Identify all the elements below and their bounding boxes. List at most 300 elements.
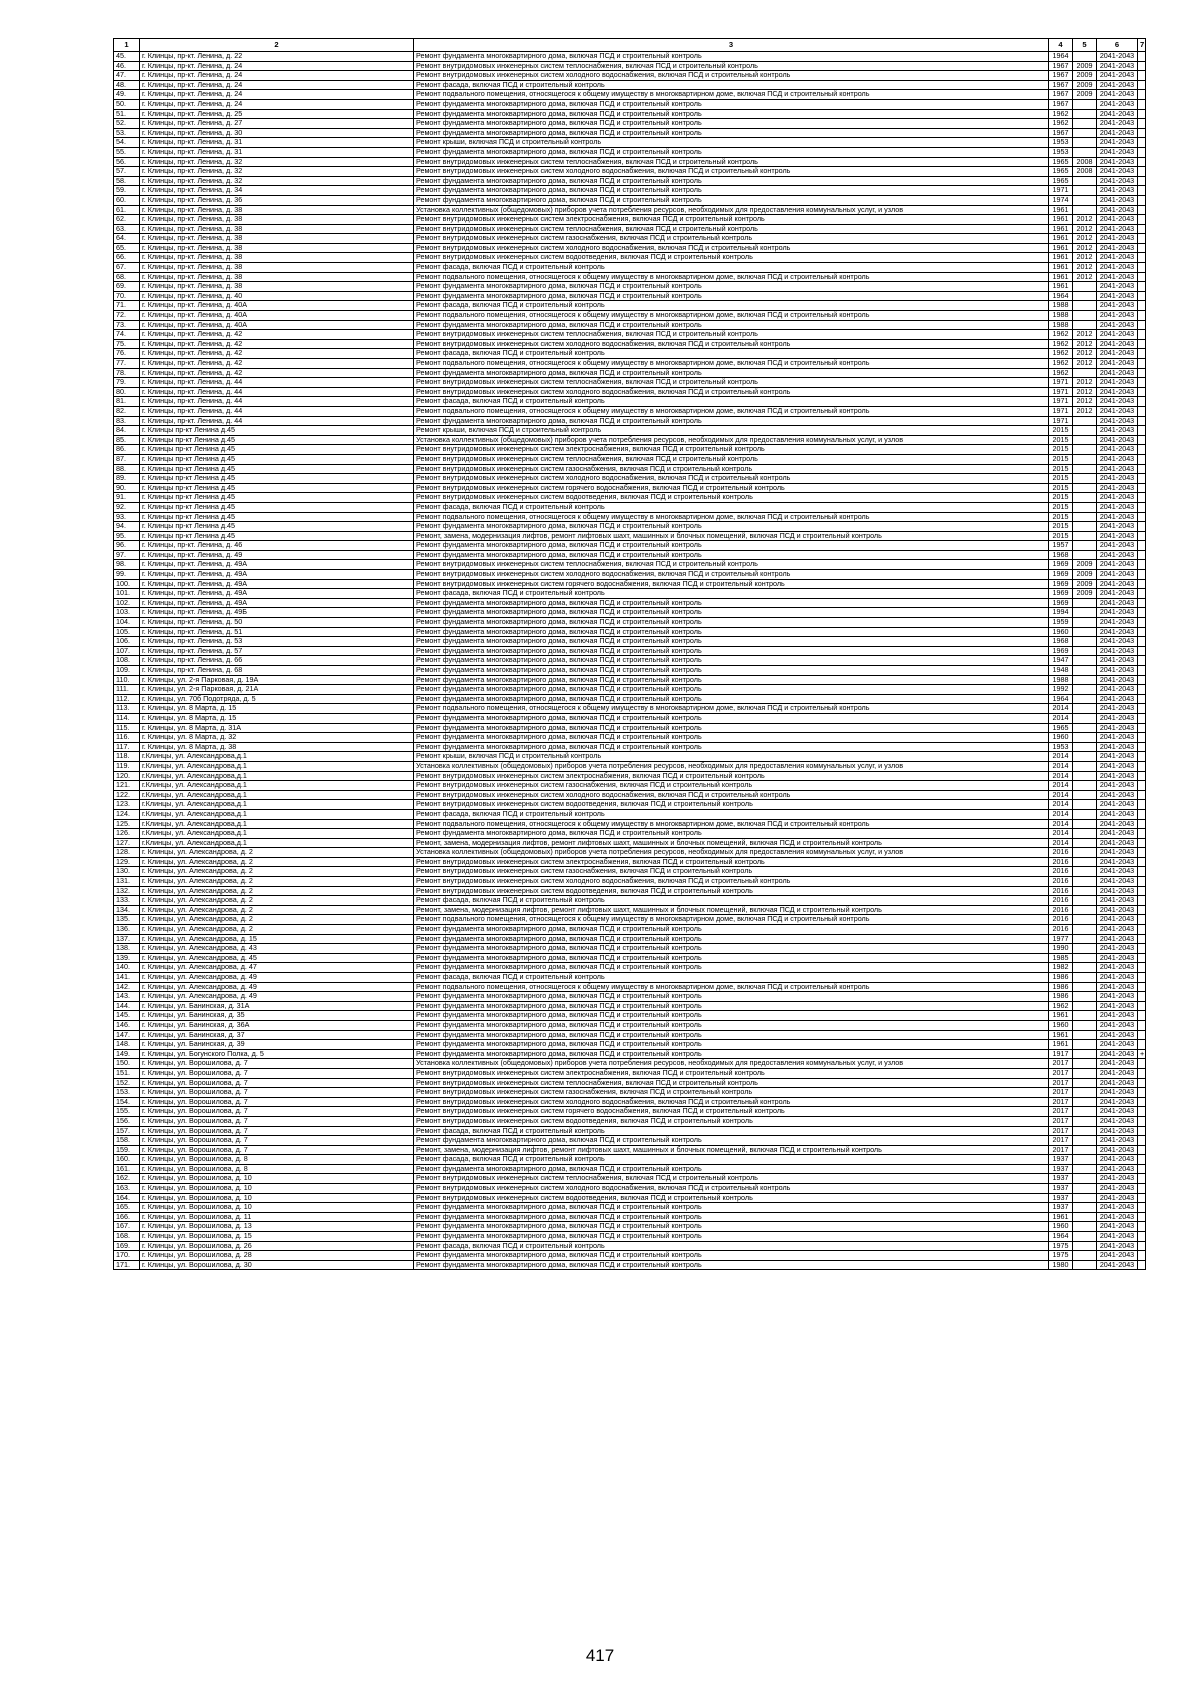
row-build-year: 2016 <box>1049 915 1073 925</box>
row-build-year: 1947 <box>1049 656 1073 666</box>
row-address: г. Клинцы, пр-кт. Ленина, д. 51 <box>140 627 414 637</box>
row-last-repair-year: 2009 <box>1073 570 1097 580</box>
row-mark <box>1138 224 1146 234</box>
row-number: 145. <box>114 1011 140 1021</box>
row-number: 79. <box>114 378 140 388</box>
row-build-year: 2014 <box>1049 819 1073 829</box>
table-row <box>114 944 1146 954</box>
row-number: 146. <box>114 1020 140 1030</box>
row-address: г. Клинцы, пр-кт. Ленина, д. 42 <box>140 330 414 340</box>
row-number: 133. <box>114 896 140 906</box>
row-address: г. Клинцы, пр-кт. Ленина, д. 53 <box>140 637 414 647</box>
table-row <box>114 809 1146 819</box>
row-last-repair-year: 2012 <box>1073 330 1097 340</box>
row-last-repair-year <box>1073 1126 1097 1136</box>
row-number: 93. <box>114 512 140 522</box>
row-last-repair-year <box>1073 454 1097 464</box>
row-last-repair-year <box>1073 1251 1097 1261</box>
row-build-year: 2014 <box>1049 704 1073 714</box>
row-last-repair-year <box>1073 723 1097 733</box>
table-row <box>114 138 1146 148</box>
row-number: 83. <box>114 416 140 426</box>
row-mark <box>1138 1155 1146 1165</box>
row-last-repair-year <box>1073 205 1097 215</box>
row-planned-period: 2041-2043 <box>1097 1155 1138 1165</box>
row-last-repair-year <box>1073 915 1097 925</box>
row-planned-period: 2041-2043 <box>1097 915 1138 925</box>
row-last-repair-year <box>1073 675 1097 685</box>
table-row <box>114 618 1146 628</box>
row-address: г.Клинцы, ул. Александрова,д.1 <box>140 800 414 810</box>
row-last-repair-year <box>1073 905 1097 915</box>
row-number: 55. <box>114 147 140 157</box>
row-build-year: 1969 <box>1049 589 1073 599</box>
row-build-year: 1969 <box>1049 579 1073 589</box>
table-body <box>114 52 1146 1270</box>
row-last-repair-year <box>1073 195 1097 205</box>
row-number: 123. <box>114 800 140 810</box>
table-row <box>114 742 1146 752</box>
row-work-type: Ремонт фундамента многоквартирного дома, включая ПСД и строительный контроль <box>414 186 1049 196</box>
row-mark <box>1138 857 1146 867</box>
row-work-type: Ремонт фундамента многоквартирного дома, включая ПСД и строительный контроль <box>414 953 1049 963</box>
row-planned-period: 2041-2043 <box>1097 416 1138 426</box>
row-work-type: Ремонт фундамента многоквартирного дома, включая ПСД и строительный контроль <box>414 723 1049 733</box>
row-number: 84. <box>114 426 140 436</box>
row-build-year: 2014 <box>1049 829 1073 839</box>
row-last-repair-year <box>1073 426 1097 436</box>
row-address: г. Клинцы, пр-кт. Ленина, д. 38 <box>140 272 414 282</box>
table-row <box>114 570 1146 580</box>
row-address: г. Клинцы, ул. Ворошилова, д. 7 <box>140 1097 414 1107</box>
table-row <box>114 771 1146 781</box>
row-planned-period: 2041-2043 <box>1097 1078 1138 1088</box>
row-number: 89. <box>114 474 140 484</box>
table-row <box>114 1145 1146 1155</box>
row-number: 119. <box>114 761 140 771</box>
row-mark <box>1138 128 1146 138</box>
row-number: 122. <box>114 790 140 800</box>
row-build-year: 1962 <box>1049 1001 1073 1011</box>
row-number: 135. <box>114 915 140 925</box>
table-row <box>114 282 1146 292</box>
row-work-type: Ремонт внутридомовых инженерных систем горячего водоснабжения, включая ПСД и строительный контроль <box>414 1107 1049 1117</box>
row-build-year: 2015 <box>1049 474 1073 484</box>
table-row <box>114 992 1146 1002</box>
row-last-repair-year <box>1073 877 1097 887</box>
table-row <box>114 253 1146 263</box>
row-build-year: 2014 <box>1049 800 1073 810</box>
row-work-type: Ремонт фасада, включая ПСД и строительный контроль <box>414 1126 1049 1136</box>
row-planned-period: 2041-2043 <box>1097 618 1138 628</box>
row-mark <box>1138 195 1146 205</box>
row-address: г.Клинцы, ул. Александрова,д.1 <box>140 819 414 829</box>
row-address: г. Клинцы, пр-кт. Ленина, д. 40 <box>140 291 414 301</box>
row-build-year: 1961 <box>1049 1212 1073 1222</box>
row-last-repair-year <box>1073 925 1097 935</box>
row-address: г. Клинцы, ул. Александрова, д. 2 <box>140 905 414 915</box>
row-work-type: Ремонт внутридомовых инженерных систем холодного водоснабжения, включая ПСД и строительный контроль <box>414 877 1049 887</box>
row-last-repair-year: 2008 <box>1073 157 1097 167</box>
row-build-year: 1961 <box>1049 282 1073 292</box>
row-mark <box>1138 761 1146 771</box>
row-address: г. Клинцы пр-кт Ленина д.45 <box>140 531 414 541</box>
row-address: г. Клинцы пр-кт Ленина д.45 <box>140 464 414 474</box>
row-mark <box>1138 685 1146 695</box>
row-mark <box>1138 618 1146 628</box>
row-work-type: Ремонт внутридомовых инженерных систем теплоснабжения, включая ПСД и строительный контроль <box>414 157 1049 167</box>
column-header: 1 <box>114 39 140 52</box>
row-build-year: 1971 <box>1049 186 1073 196</box>
row-address: г. Клинцы, пр-кт. Ленина, д. 46 <box>140 541 414 551</box>
row-planned-period: 2041-2043 <box>1097 502 1138 512</box>
row-work-type: Ремонт фасада, включая ПСД и строительный контроль <box>414 1155 1049 1165</box>
table-row <box>114 675 1146 685</box>
table-row <box>114 522 1146 532</box>
row-mark <box>1138 819 1146 829</box>
row-planned-period: 2041-2043 <box>1097 982 1138 992</box>
row-mark <box>1138 311 1146 321</box>
table-row <box>114 167 1146 177</box>
row-mark <box>1138 176 1146 186</box>
row-planned-period: 2041-2043 <box>1097 1232 1138 1242</box>
row-address: г. Клинцы, пр-кт. Ленина, д. 44 <box>140 378 414 388</box>
table-row <box>114 867 1146 877</box>
row-address: г. Клинцы, ул. Ворошилова, д. 7 <box>140 1136 414 1146</box>
row-build-year: 1985 <box>1049 953 1073 963</box>
row-address: г. Клинцы, пр-кт. Ленина, д. 40А <box>140 320 414 330</box>
row-planned-period: 2041-2043 <box>1097 157 1138 167</box>
row-planned-period: 2041-2043 <box>1097 1136 1138 1146</box>
row-work-type: Ремонт внутридомовых инженерных систем теплоснабжения, включая ПСД и строительный контроль <box>414 1078 1049 1088</box>
row-address: г. Клинцы, ул. Александрова, д. 2 <box>140 848 414 858</box>
row-work-type: Ремонт подвального помещения, относящегося к общему имуществу в многоквартирном доме, включая ПСД и строительный контроль <box>414 272 1049 282</box>
table-row <box>114 291 1146 301</box>
row-planned-period: 2041-2043 <box>1097 378 1138 388</box>
row-address: г. Клинцы, ул. Александрова, д. 49 <box>140 973 414 983</box>
row-planned-period: 2041-2043 <box>1097 1193 1138 1203</box>
row-build-year: 1965 <box>1049 167 1073 177</box>
row-planned-period: 2041-2043 <box>1097 282 1138 292</box>
row-planned-period: 2041-2043 <box>1097 522 1138 532</box>
row-planned-period: 2041-2043 <box>1097 1020 1138 1030</box>
table-row <box>114 1011 1146 1021</box>
row-build-year: 2017 <box>1049 1145 1073 1155</box>
row-address: г. Клинцы пр-кт Ленина д.45 <box>140 435 414 445</box>
row-number: 165. <box>114 1203 140 1213</box>
table-row <box>114 1155 1146 1165</box>
table-row <box>114 445 1146 455</box>
row-build-year: 2017 <box>1049 1088 1073 1098</box>
row-mark <box>1138 675 1146 685</box>
row-build-year: 1961 <box>1049 224 1073 234</box>
row-number: 170. <box>114 1251 140 1261</box>
row-number: 100. <box>114 579 140 589</box>
row-planned-period: 2041-2043 <box>1097 406 1138 416</box>
row-mark <box>1138 713 1146 723</box>
row-build-year: 2016 <box>1049 867 1073 877</box>
row-work-type: Ремонт внутридомовых инженерных систем водоотведения, включая ПСД и строительный контроль <box>414 1193 1049 1203</box>
table-row <box>114 934 1146 944</box>
row-planned-period: 2041-2043 <box>1097 781 1138 791</box>
row-mark <box>1138 253 1146 263</box>
row-mark <box>1138 263 1146 273</box>
row-address: г. Клинцы, ул. Банинская, д. 36А <box>140 1020 414 1030</box>
row-planned-period: 2041-2043 <box>1097 483 1138 493</box>
row-planned-period: 2041-2043 <box>1097 1174 1138 1184</box>
row-number: 86. <box>114 445 140 455</box>
header-row <box>114 39 1146 52</box>
row-planned-period: 2041-2043 <box>1097 1040 1138 1050</box>
row-build-year: 1961 <box>1049 1011 1073 1021</box>
row-build-year: 2015 <box>1049 435 1073 445</box>
table-row <box>114 464 1146 474</box>
row-work-type: Ремонт фундамента многоквартирного дома, включая ПСД и строительный контроль <box>414 618 1049 628</box>
row-build-year: 1917 <box>1049 1049 1073 1059</box>
row-last-repair-year <box>1073 1260 1097 1270</box>
row-planned-period: 2041-2043 <box>1097 99 1138 109</box>
table-row <box>114 1020 1146 1030</box>
row-work-type: Ремонт фундамента многоквартирного дома, включая ПСД и строительный контроль <box>414 685 1049 695</box>
row-address: г. Клинцы, ул. 2-я Парковая, д. 21А <box>140 685 414 695</box>
row-work-type: Ремонт фундамента многоквартирного дома, включая ПСД и строительный контроль <box>414 646 1049 656</box>
row-work-type: Ремонт внутридомовых инженерных систем холодного водоснабжения, включая ПСД и строительный контроль <box>414 243 1049 253</box>
row-last-repair-year <box>1073 311 1097 321</box>
row-number: 105. <box>114 627 140 637</box>
table-row <box>114 502 1146 512</box>
row-planned-period: 2041-2043 <box>1097 694 1138 704</box>
table-row <box>114 215 1146 225</box>
row-planned-period: 2041-2043 <box>1097 1145 1138 1155</box>
table-row <box>114 52 1146 62</box>
row-last-repair-year: 2009 <box>1073 80 1097 90</box>
row-number: 48. <box>114 80 140 90</box>
row-mark: + <box>1138 1049 1146 1059</box>
row-address: г. Клинцы, пр-кт. Ленина, д. 38 <box>140 234 414 244</box>
row-mark <box>1138 1164 1146 1174</box>
row-work-type: Ремонт фундамента многоквартирного дома, включая ПСД и строительный контроль <box>414 550 1049 560</box>
row-number: 92. <box>114 502 140 512</box>
row-build-year: 1937 <box>1049 1155 1073 1165</box>
row-number: 78. <box>114 368 140 378</box>
row-planned-period: 2041-2043 <box>1097 272 1138 282</box>
row-last-repair-year: 2012 <box>1073 387 1097 397</box>
row-build-year: 2015 <box>1049 426 1073 436</box>
row-number: 130. <box>114 867 140 877</box>
table-row <box>114 1068 1146 1078</box>
row-build-year: 1965 <box>1049 157 1073 167</box>
row-build-year: 1980 <box>1049 1260 1073 1270</box>
row-address: г. Клинцы, пр-кт. Ленина, д. 44 <box>140 397 414 407</box>
row-address: г. Клинцы, пр-кт. Ленина, д. 68 <box>140 666 414 676</box>
table-row <box>114 378 1146 388</box>
row-mark <box>1138 560 1146 570</box>
row-address: г. Клинцы, ул. 8 Марта, д. 15 <box>140 704 414 714</box>
row-address: г. Клинцы, пр-кт. Ленина, д. 27 <box>140 119 414 129</box>
row-address: г. Клинцы, ул. Банинская, д. 39 <box>140 1040 414 1050</box>
table-row <box>114 1203 1146 1213</box>
table-row <box>114 1040 1146 1050</box>
row-build-year: 1961 <box>1049 263 1073 273</box>
row-planned-period: 2041-2043 <box>1097 195 1138 205</box>
row-work-type: Ремонт фундамента многоквартирного дома, включая ПСД и строительный контроль <box>414 733 1049 743</box>
row-mark <box>1138 925 1146 935</box>
row-mark <box>1138 138 1146 148</box>
row-address: г. Клинцы, пр-кт. Ленина, д. 40А <box>140 311 414 321</box>
row-mark <box>1138 109 1146 119</box>
row-number: 52. <box>114 119 140 129</box>
row-planned-period: 2041-2043 <box>1097 953 1138 963</box>
row-build-year: 1977 <box>1049 934 1073 944</box>
row-work-type: Ремонт фундамента многоквартирного дома, включая ПСД и строительный контроль <box>414 541 1049 551</box>
row-last-repair-year <box>1073 627 1097 637</box>
row-address: г. Клинцы, пр-кт. Ленина, д. 34 <box>140 186 414 196</box>
table-row <box>114 1059 1146 1069</box>
row-number: 71. <box>114 301 140 311</box>
table-row <box>114 1126 1146 1136</box>
row-last-repair-year: 2012 <box>1073 243 1097 253</box>
row-address: г. Клинцы, ул. 8 Марта, д. 15 <box>140 713 414 723</box>
row-number: 96. <box>114 541 140 551</box>
row-planned-period: 2041-2043 <box>1097 90 1138 100</box>
row-address: г. Клинцы пр-кт Ленина д.45 <box>140 522 414 532</box>
table-row <box>114 608 1146 618</box>
row-number: 163. <box>114 1184 140 1194</box>
table-row <box>114 320 1146 330</box>
table-row <box>114 1001 1146 1011</box>
row-build-year: 1937 <box>1049 1203 1073 1213</box>
table-row <box>114 1136 1146 1146</box>
row-work-type: Ремонт внутридомовых инженерных систем водоотведения, включая ПСД и строительный контроль <box>414 493 1049 503</box>
row-build-year: 1986 <box>1049 982 1073 992</box>
row-work-type: Ремонт фундамента многоквартирного дома, включая ПСД и строительный контроль <box>414 522 1049 532</box>
row-work-type: Ремонт крыши, включая ПСД и строительный контроль <box>414 138 1049 148</box>
row-last-repair-year: 2012 <box>1073 349 1097 359</box>
row-number: 169. <box>114 1241 140 1251</box>
row-number: 88. <box>114 464 140 474</box>
table-row <box>114 953 1146 963</box>
table-row <box>114 886 1146 896</box>
row-build-year: 2014 <box>1049 838 1073 848</box>
row-planned-period: 2041-2043 <box>1097 52 1138 62</box>
row-build-year: 1960 <box>1049 627 1073 637</box>
row-last-repair-year <box>1073 953 1097 963</box>
row-number: 137. <box>114 934 140 944</box>
row-mark <box>1138 205 1146 215</box>
row-mark <box>1138 1116 1146 1126</box>
row-planned-period: 2041-2043 <box>1097 905 1138 915</box>
row-planned-period: 2041-2043 <box>1097 445 1138 455</box>
row-build-year: 2016 <box>1049 886 1073 896</box>
row-planned-period: 2041-2043 <box>1097 925 1138 935</box>
row-number: 62. <box>114 215 140 225</box>
row-number: 60. <box>114 195 140 205</box>
row-build-year: 1962 <box>1049 330 1073 340</box>
row-work-type: Ремонт фасада, включая ПСД и строительный контроль <box>414 896 1049 906</box>
row-planned-period: 2041-2043 <box>1097 541 1138 551</box>
row-last-repair-year <box>1073 1049 1097 1059</box>
row-build-year: 1960 <box>1049 1222 1073 1232</box>
row-number: 98. <box>114 560 140 570</box>
row-address: г. Клинцы, ул. Ворошилова, д. 7 <box>140 1145 414 1155</box>
row-mark <box>1138 119 1146 129</box>
row-planned-period: 2041-2043 <box>1097 1126 1138 1136</box>
row-address: г.Клинцы, ул. Александрова,д.1 <box>140 809 414 819</box>
row-last-repair-year <box>1073 637 1097 647</box>
row-mark <box>1138 963 1146 973</box>
row-work-type: Ремонт фасада, включая ПСД и строительный контроль <box>414 502 1049 512</box>
row-planned-period: 2041-2043 <box>1097 1068 1138 1078</box>
row-address: г. Клинцы, ул. Ворошилова, д. 10 <box>140 1203 414 1213</box>
row-last-repair-year <box>1073 128 1097 138</box>
row-mark <box>1138 790 1146 800</box>
row-build-year: 2017 <box>1049 1068 1073 1078</box>
row-work-type: Ремонт фасада, включая ПСД и строительный контроль <box>414 1241 1049 1251</box>
row-mark <box>1138 454 1146 464</box>
table-row <box>114 243 1146 253</box>
row-address: г. Клинцы пр-кт Ленина д.45 <box>140 502 414 512</box>
row-planned-period: 2041-2043 <box>1097 349 1138 359</box>
row-last-repair-year <box>1073 646 1097 656</box>
row-last-repair-year: 2009 <box>1073 589 1097 599</box>
row-mark <box>1138 1078 1146 1088</box>
row-mark <box>1138 272 1146 282</box>
row-build-year: 2015 <box>1049 493 1073 503</box>
row-last-repair-year: 2009 <box>1073 90 1097 100</box>
row-planned-period: 2041-2043 <box>1097 80 1138 90</box>
row-planned-period: 2041-2043 <box>1097 368 1138 378</box>
row-work-type: Ремонт фундамента многоквартирного дома, включая ПСД и строительный контроль <box>414 99 1049 109</box>
table-row <box>114 157 1146 167</box>
row-number: 142. <box>114 982 140 992</box>
row-number: 158. <box>114 1136 140 1146</box>
row-work-type: Ремонт подвального помещения, относящегося к общему имуществу в многоквартирном доме, включая ПСД и строительный контроль <box>414 915 1049 925</box>
row-address: г. Клинцы, ул. Александрова, д. 2 <box>140 877 414 887</box>
row-build-year: 1961 <box>1049 215 1073 225</box>
row-address: г. Клинцы, ул. Ворошилова, д. 7 <box>140 1059 414 1069</box>
row-mark <box>1138 330 1146 340</box>
register-sheet <box>113 38 1146 1270</box>
row-address: г. Клинцы, пр-кт. Ленина, д. 44 <box>140 387 414 397</box>
row-work-type: Ремонт внутридомовых инженерных систем холодного водоснабжения, включая ПСД и строительный контроль <box>414 339 1049 349</box>
row-last-repair-year <box>1073 608 1097 618</box>
row-mark <box>1138 502 1146 512</box>
row-work-type: Ремонт фундамента многоквартирного дома, включая ПСД и строительный контроль <box>414 1040 1049 1050</box>
row-planned-period: 2041-2043 <box>1097 167 1138 177</box>
row-number: 164. <box>114 1193 140 1203</box>
table-row <box>114 1097 1146 1107</box>
row-work-type: Ремонт фундамента многоквартирного дома, включая ПСД и строительный контроль <box>414 656 1049 666</box>
row-build-year: 1971 <box>1049 387 1073 397</box>
row-last-repair-year: 2012 <box>1073 397 1097 407</box>
row-address: г. Клинцы, ул. Александрова, д. 2 <box>140 896 414 906</box>
row-work-type: Ремонт фундамента многоквартирного дома, включая ПСД и строительный контроль <box>414 1203 1049 1213</box>
row-mark <box>1138 1068 1146 1078</box>
row-address: г. Клинцы, пр-кт. Ленина, д. 66 <box>140 656 414 666</box>
row-build-year: 2016 <box>1049 877 1073 887</box>
row-last-repair-year <box>1073 752 1097 762</box>
row-address: г. Клинцы, пр-кт. Ленина, д. 42 <box>140 359 414 369</box>
row-work-type: Ремонт фундамента многоквартирного дома, включая ПСД и строительный контроль <box>414 128 1049 138</box>
row-mark <box>1138 809 1146 819</box>
table-row <box>114 1030 1146 1040</box>
row-address: г. Клинцы, пр-кт. Ленина, д. 32 <box>140 157 414 167</box>
row-address: г. Клинцы пр-кт Ленина д.45 <box>140 474 414 484</box>
row-work-type: Ремонт подвального помещения, относящегося к общему имуществу в многоквартирном доме, включая ПСД и строительный контроль <box>414 512 1049 522</box>
row-last-repair-year <box>1073 973 1097 983</box>
row-planned-period: 2041-2043 <box>1097 560 1138 570</box>
table-row <box>114 915 1146 925</box>
